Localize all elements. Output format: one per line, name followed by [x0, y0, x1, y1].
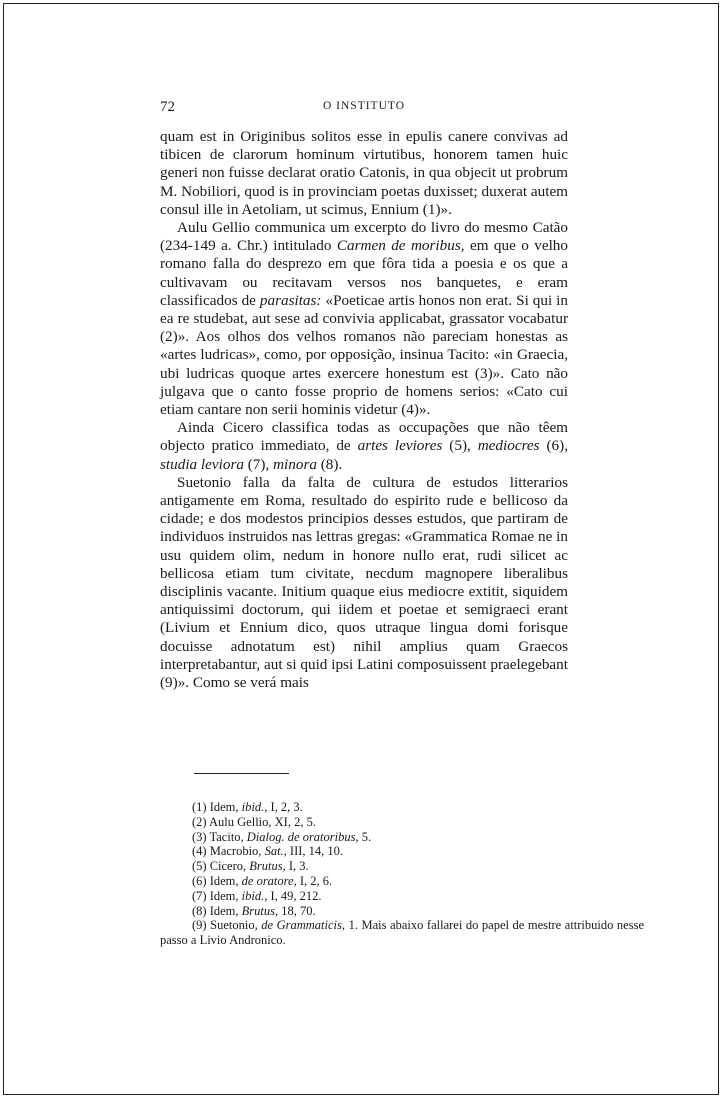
footnote-text: Cicero, [209, 859, 250, 874]
footnote-text: I, 3. [285, 859, 309, 874]
footnote-number: (7) [192, 888, 207, 903]
footnote-text: I, 2, 6. [296, 873, 333, 888]
text-run: «Poeticae artis honos non erat. Si qui in ea re studebat, aut sese ad convivia applicabat, grassator vocabatur (2)». Aos olhos dos velhos romanos não pareciam honestas as «artes ludricas», como, por opposição, insinua Tacito: «in Graecia, ubi ludricas quoque artes exercere honestum est (3)». Cato não julgava que o canto fosse proprio de homens serios: «Cato cui etiam cantare non serii hominis videtur (4)». [160, 291, 568, 419]
footnote-number: (3) [192, 829, 207, 844]
footnote-text: Idem, [209, 888, 242, 903]
footnote-text: 18, 70. [278, 903, 316, 918]
running-title: O INSTITUTO [322, 100, 406, 112]
footnote [160, 904, 644, 919]
footnotes [160, 800, 644, 948]
footnote-number: (4) [192, 844, 207, 859]
italic-text: studia leviora [160, 455, 244, 473]
footnote-text: Macrobio, [209, 844, 265, 859]
footnote-text: Tacito, [209, 829, 247, 844]
text-run: (7), [243, 455, 274, 473]
footnote-text: 5. [358, 829, 372, 844]
text-run: Ainda Cicero classifica todas as occupações que não têem objecto pratico immediato, de [160, 419, 568, 455]
footnote [160, 800, 644, 815]
footnote-italic: Sat., [264, 844, 287, 859]
footnote-italic: ibid., [241, 800, 268, 814]
paragraph [160, 474, 568, 692]
footnote-italic: Brutus, [249, 859, 286, 874]
footnote [160, 830, 644, 845]
footnote-number: (6) [192, 873, 207, 888]
footnote-text: Idem, [209, 903, 242, 918]
footnote-number: (1) [192, 800, 207, 814]
text-run: (8). [316, 455, 343, 473]
footnote-number: (5) [192, 859, 207, 874]
footnote-italic: ibid., [241, 888, 268, 903]
paragraph [160, 219, 568, 419]
footnote-text: 1. Mais abaixo fallarei do papel de mestre attribuido nesse passo a Livio Andronico. [160, 918, 645, 948]
footnote-italic: Brutus, [241, 903, 279, 918]
footnote-italic: de Grammaticis, [261, 918, 346, 933]
text-run: (6), [539, 437, 568, 455]
footnote-text: I, 2, 3. [267, 800, 303, 814]
text-run: Suetonio falla da falta de cultura de estudos litterarios antigamente em Roma, resultado do espirito rude e bellicoso da cidade; e dos modestos principios desses estudos, que partiram de individuos instruidos nas lettras gregas: «Grammatica Romae ne in usu quidem olim, nedum in honore nullo erat, rudi silicet ac bellicosa etiam tum civitate, necdum magnopere liberalibus disciplinis vacante. Initium quaque eius mediocre extitit, siquidem antiquissimi doctorum, qui iidem et poetae et semigraeci erant (Livium et Ennium dico, quos utraque lingua domi forisque docuisse adnotatum est) nihil amplius quam Graecos interpretabantur, aut si quid ipsi Latini composuissent praelegebant (9)». Como se verá mais [160, 473, 568, 692]
footnote-text: I, 49, 212. [267, 888, 322, 903]
footnote-number: (9) [192, 918, 207, 933]
page-number: 72 [160, 99, 175, 115]
footnote [160, 844, 644, 859]
italic-text: parasitas: [259, 291, 322, 309]
text-run: quam est in Originibus solitos esse in epulis canere convivas ad tibicen de clarorum hominum virtutibus, honorem tamen huic generi non fuisse declarat oratio Catonis, in qua objecit ut probrum M. Nobiliori, quod is in provinciam poetas duxisset; duxerat autem consul ille in Aetoliam, ut scimus, Ennium (1)». [160, 128, 568, 218]
footnote-number: (8) [192, 903, 207, 918]
footnote-italic: de oratore, [241, 873, 297, 888]
italic-text: Carmen de moribus, [336, 237, 465, 255]
book-page [3, 3, 719, 1095]
italic-text: minora [273, 455, 317, 473]
text-run: em que o velho romano falla do desprezo em que fôra tida a poesia e os que a cultivavam ou recitavam versos nos banquetes, e eram classificados de [160, 237, 568, 309]
text-run: (5), [442, 437, 478, 455]
paragraph [160, 128, 568, 219]
body-text [160, 128, 568, 692]
footnote-text: Aulu Gellio, XI, 2, 5. [209, 814, 316, 829]
running-head [160, 99, 568, 117]
paragraph [160, 419, 568, 474]
footnote [160, 918, 644, 948]
footnote [160, 859, 644, 874]
footnote-text: III, 14, 10. [286, 844, 344, 859]
footnote [160, 874, 644, 889]
footnote [160, 815, 644, 830]
footnote [160, 889, 644, 904]
footnote-text: Idem, [209, 873, 242, 888]
footnote-separator [194, 773, 289, 774]
italic-text: mediocres [477, 437, 540, 455]
italic-text: artes leviores [357, 437, 443, 455]
footnote-text: Idem, [209, 800, 242, 814]
footnote-text: Suetonio, [210, 918, 262, 933]
footnote-italic: Dialog. de oratoribus, [246, 829, 359, 844]
footnote-number: (2) [192, 814, 207, 829]
text-run: Aulu Gellio communica um excerpto do livro do mesmo Catão (234-149 a. Chr.) intitulado [160, 219, 568, 255]
